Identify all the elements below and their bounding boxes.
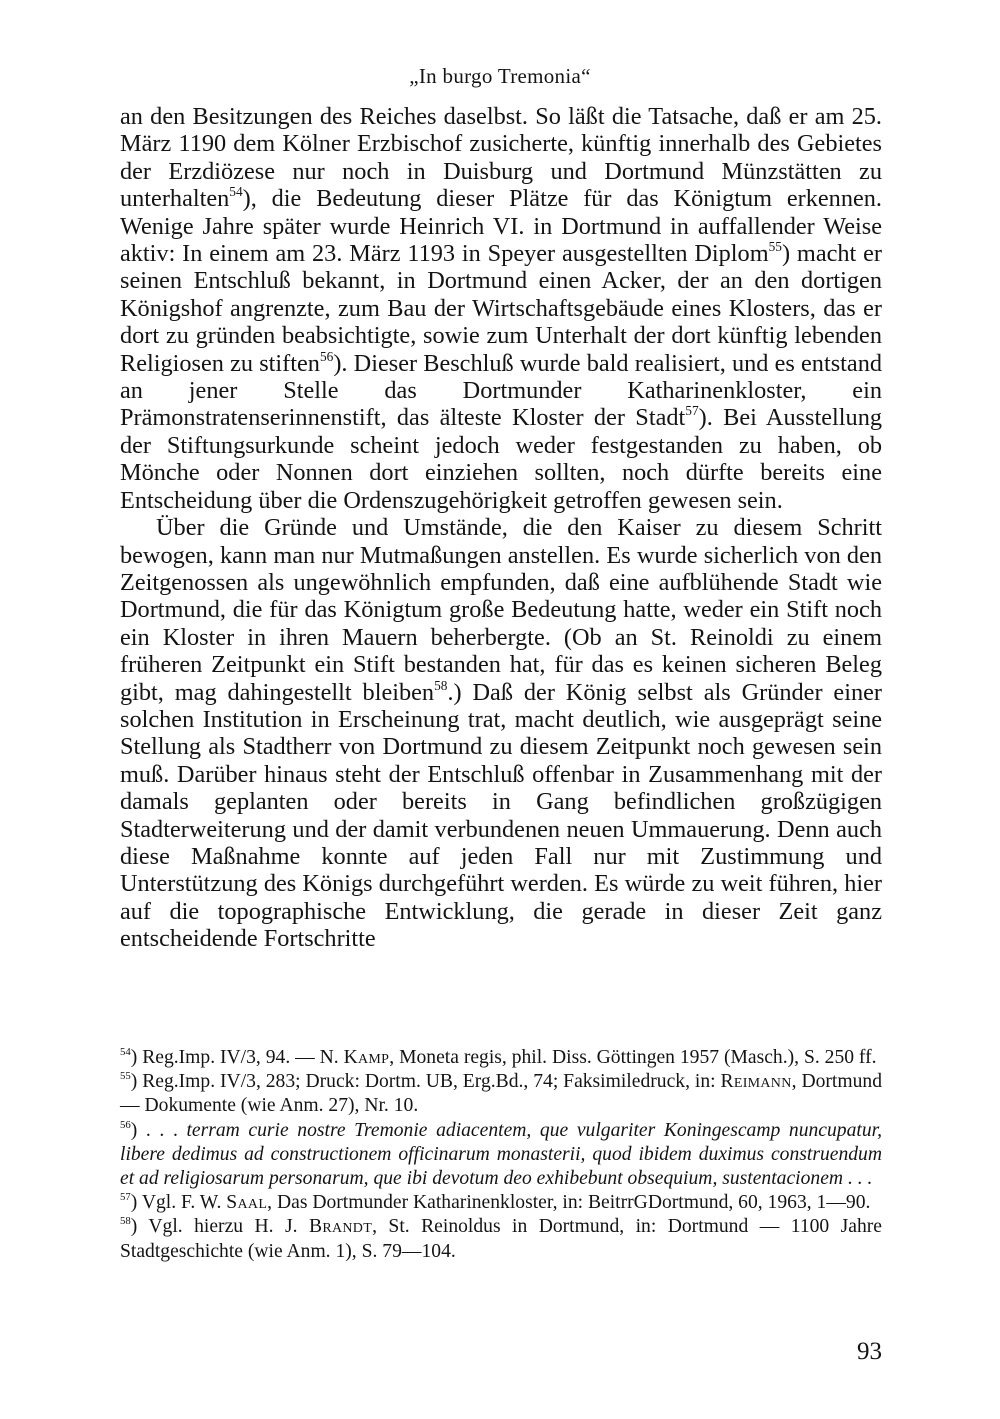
text-segment: ), die Bedeutung dieser Plätze für das Königtum erkennen. Wenige Jahre später wurde Heinrich VI. in Dortmund in auffallender Weise aktiv: In einem am 23. März 1193 in Speyer ausgestellten Diplom bbox=[120, 185, 882, 268]
author-name: Reimann bbox=[720, 1071, 792, 1093]
page-number: 93 bbox=[857, 1338, 882, 1365]
text-segment: an den Besitzungen des Reiches daselbst. So läßt die Tatsache, daß er am 25. März 1190 dem Kölner Erzbischof zusicherte, künftig innerhalb des Gebietes der Erzdiözese nur noch in Duisburg und Dortmund Münzstätten zu unterhalten bbox=[120, 103, 882, 213]
paragraph-2 bbox=[120, 514, 882, 953]
footnote-text: ) Reg.Imp. IV/3, 283; Druck: Dortm. UB, Erg.Bd., 74; Faksimiledruck, in: bbox=[130, 1071, 721, 1093]
footnote-55 bbox=[120, 1070, 882, 1118]
footnote-ref-57: 57 bbox=[685, 403, 699, 419]
footnote-mark: 58 bbox=[120, 1215, 131, 1228]
author-name: Saal bbox=[226, 1192, 268, 1214]
paragraph-1 bbox=[120, 103, 882, 514]
footnote-mark: 56 bbox=[120, 1118, 131, 1131]
footnote-text: ) Reg.Imp. IV/3, 94. — N. bbox=[130, 1047, 344, 1068]
footnotes bbox=[120, 1046, 882, 1264]
footnote-ref-58: 58 bbox=[434, 677, 448, 693]
footnote-text: ) Vgl. F. W. bbox=[130, 1192, 227, 1214]
author-name: Brandt bbox=[308, 1216, 373, 1238]
footnote-text: , Moneta regis, phil. Diss. Göttingen 1957 (Masch.), S. 250 ff. bbox=[389, 1047, 877, 1068]
footnote-mark: 57 bbox=[120, 1191, 131, 1204]
footnote-text: ) Vgl. hierzu H. J. bbox=[130, 1216, 309, 1238]
text-segment: ). Dieser Beschluß wurde bald realisiert, und es entstand an jener Stelle das Dortmunder Katharinenkloster, ein Prämonstratenserinnenstift, das älteste Kloster der Stadt bbox=[120, 349, 882, 432]
footnote-56 bbox=[120, 1119, 882, 1192]
footnote-mark: 55 bbox=[120, 1070, 131, 1083]
footnote-text: , St. Reinoldus in Dortmund, in: Dortmund — 1100 Jahre Stadtgeschichte (wie Anm. 1), S. 79—104. bbox=[120, 1216, 882, 1262]
footnote-ref-56: 56 bbox=[319, 348, 334, 364]
footnote-mark: 54 bbox=[120, 1045, 131, 1058]
text-segment: ). Bei Ausstellung der Stiftungsurkunde scheint jedoch weder festgestanden zu haben, ob Mönche oder Nonnen dort einziehen sollten, noch dürfte bereits eine Entscheidung über die Ordenszugehörigkeit getroffen gewesen sein. bbox=[120, 404, 882, 514]
main-text bbox=[120, 103, 882, 953]
text-segment: Über die Gründe und Umstände, die den Kaiser zu diesem Schritt bewogen, kann man nur Mutmaßungen anstellen. Es wurde sicherlich von den Zeitgenossen als ungewöhnlich empfunden, daß eine aufblühende Stadt wie Dortmund, die für das Königtum große Bedeutung hatte, weder ein Stift noch ein Kloster in ihren Mauern beherbergte. (Ob an St. Reinoldi zu einem früheren Zeitpunkt ein Stift bestanden hat, für das es keinen sicheren Beleg gibt, mag dahingestellt bleiben bbox=[120, 514, 882, 706]
footnote-text: ) . . . bbox=[130, 1119, 187, 1141]
footnote-57 bbox=[120, 1191, 882, 1215]
author-name: Kamp bbox=[343, 1047, 390, 1068]
footnote-text: , Das Dortmunder Katharinenkloster, in: BeitrrGDortmund, 60, 1963, 1—90. bbox=[267, 1192, 871, 1214]
footnote-58 bbox=[120, 1215, 882, 1263]
text-segment: .) Daß der König selbst als Gründer einer solchen Institution in Erscheinung trat, macht deutlich, wie ausgeprägt seine Stellung als Stadtherr von Dortmund zu diesem Zeitpunkt noch gewesen sein muß. Darüber hinaus steht der Entschluß offenbar in Zusammenhang mit der damals geplanten oder bereits in Gang befindlichen großzügigen Stadterweiterung und der damit verbundenen neuen Ummauerung. Denn auch diese Maßnahme konnte auf jeden Fall nur mit Zustimmung und Unterstützung des Königs durchgeführt werden. Es würde zu weit führen, hier auf die topographische Entwicklung, die gerade in dieser Zeit ganz entscheidende Fortschritte bbox=[120, 678, 882, 953]
latin-quotation: terram curie nostre Tremonie adiacentem, que vulgariter Koningescamp nuncupatur, libere dedimus ad constructionem officinarum monasterii, quod ibidem duximus construendum et ad religiosarum personarum, que ibi devotum deo exhibebunt obsequium, sustentacionem . . . bbox=[120, 1119, 882, 1190]
footnote-ref-54: 54 bbox=[229, 184, 243, 200]
footnote-ref-55: 55 bbox=[768, 239, 782, 255]
running-title: „In burgo Tremonia“ bbox=[409, 64, 591, 88]
text-segment: ) macht er seinen Entschluß bekannt, in Dortmund einen Acker, der an den dortigen Königshof angrenzte, zum Bau der Wirtschaftsgebäude eines Klosters, das er dort zu gründen beabsichtigte, sowie zum Unterhalt der dort künftig lebenden Religiosen zu stiften bbox=[120, 240, 883, 377]
footnote-54 bbox=[120, 1046, 882, 1070]
footnote-text: , Dortmund — Dokumente (wie Anm. 27), Nr. 10. bbox=[120, 1071, 882, 1117]
